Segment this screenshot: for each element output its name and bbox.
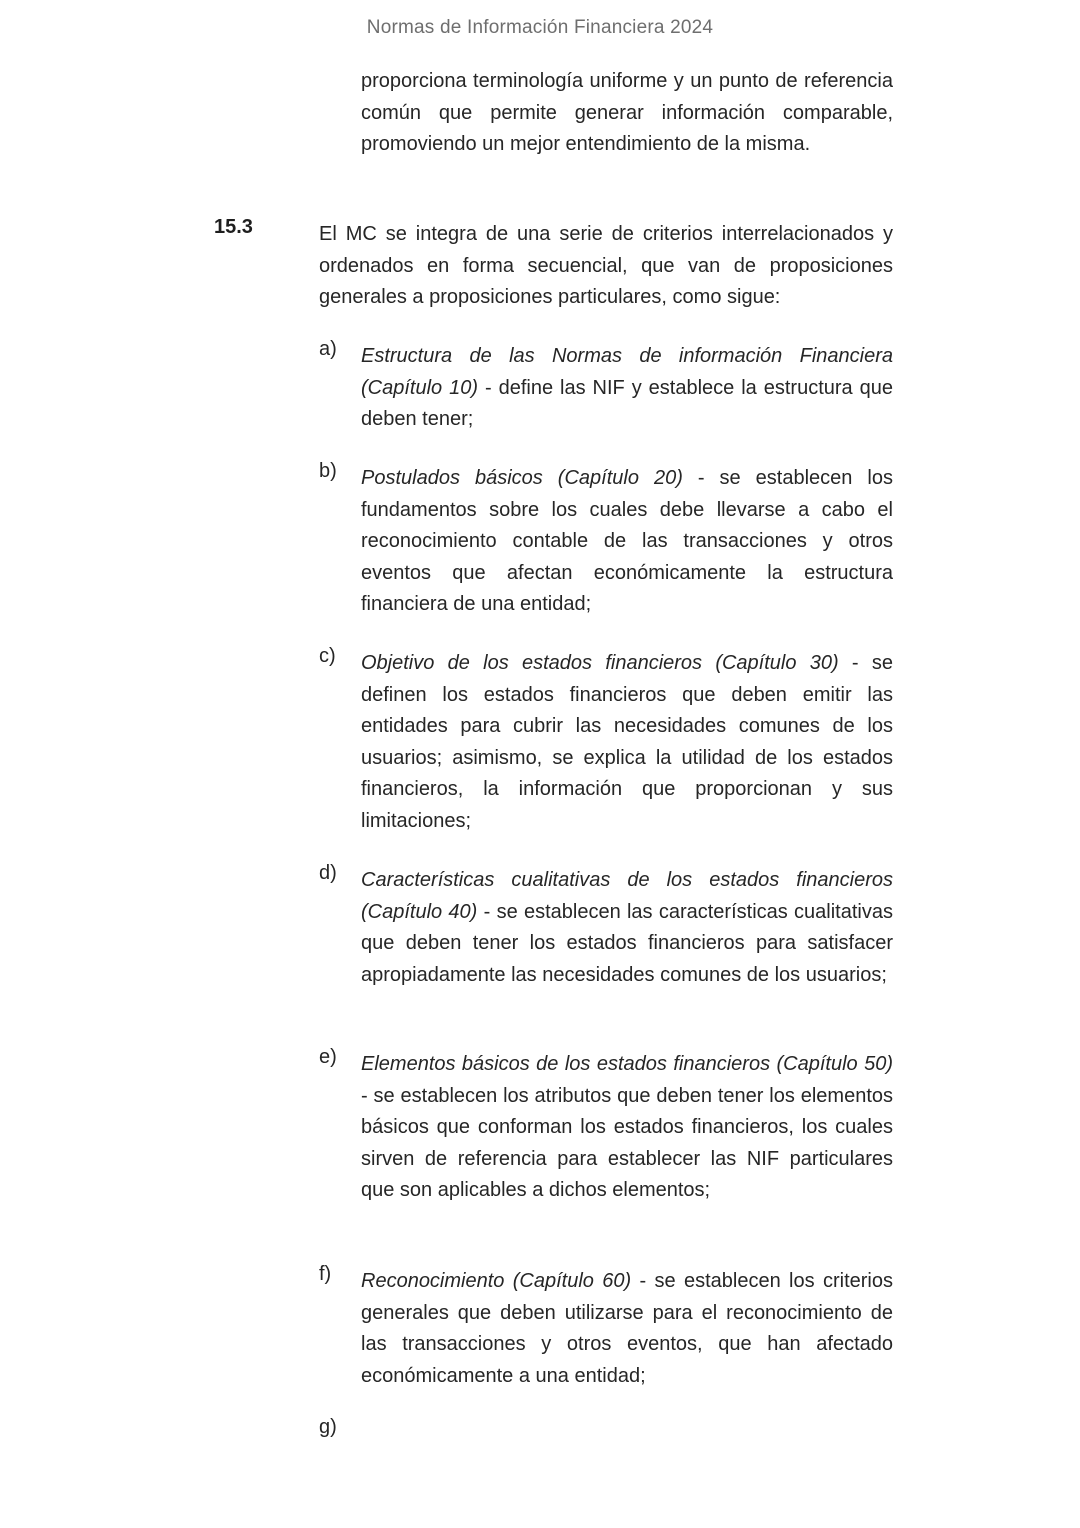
list-item-description: - se establecen los criterios generales que deben utilizarse para el reconocimiento de las transacciones y otros eventos, que han afectado económicamente a una entidad; [361,1270,893,1387]
list-item-letter: c) [319,645,336,667]
list-item-title: Elementos básicos de los estados financieros (Capítulo 50) [361,1053,893,1075]
list-item-text [361,341,893,436]
list-item-letter: a) [319,338,337,360]
list-item-title: Reconocimiento (Capítulo 60) [361,1270,632,1292]
list-item-letter: g) [319,1416,337,1438]
list-item-text [361,463,893,621]
list-item-description: - se definen los estados financieros que deben emitir las entidades para cubrir las necesidades comunes de los usuarios; asimismo, se explica la utilidad de los estados financieros, la información que proporcionan y sus limitaciones; [361,652,893,832]
list-item-text [361,865,893,991]
intro-paragraph: proporciona terminología uniforme y un punto de referencia común que permite generar información comparable, promoviendo un mejor entendimiento de la misma. [361,70,893,155]
list-item-title: Postulados básicos (Capítulo 20) [361,467,683,489]
list-item-letter: e) [319,1046,337,1068]
list-item-description: - se establecen los atributos que deben tener los elementos básicos que conforman los estados financieros, los cuales sirven de referencia para establecer las NIF particulares que son aplicables a dichos elementos; [361,1084,893,1201]
list-item-letter: d) [319,862,337,884]
list-item-title: Características cualitativas de los estados financieros (Capítulo 40) [361,869,893,923]
list-item-letter: f) [319,1263,332,1285]
list-item-description: - se establecen las características cualitativas que deben tener los estados financieros para satisfacer apropiadamente las necesidades comunes de los usuarios; [361,900,893,986]
section-paragraph: El MC se integra de una serie de criterios interrelacionados y ordenados en forma secuencial, que van de proposiciones generales a proposiciones particulares, como sigue: [319,223,893,308]
list-item-title: Estructura de las Normas de información Financiera (Capítulo 10) [361,345,893,399]
list-item-text [361,1266,893,1392]
list-item-letter: b) [319,460,337,482]
list-item-description: - se establecen los fundamentos sobre los cuales debe llevarse a cabo el reconocimiento contable de las transacciones y otros eventos que afectan económicamente la estructura financiera de una entidad; [361,467,893,615]
list-item-title: Objetivo de los estados financieros (Capítulo 30) [361,652,839,674]
list-item-text [361,1049,893,1207]
page-header: Normas de Información Financiera 2024 [366,17,714,38]
list-item-text [361,648,893,837]
list-item-description: - define las NIF y establece la estructura que deben tener; [361,376,893,430]
section-number: 15.3 [214,216,253,238]
